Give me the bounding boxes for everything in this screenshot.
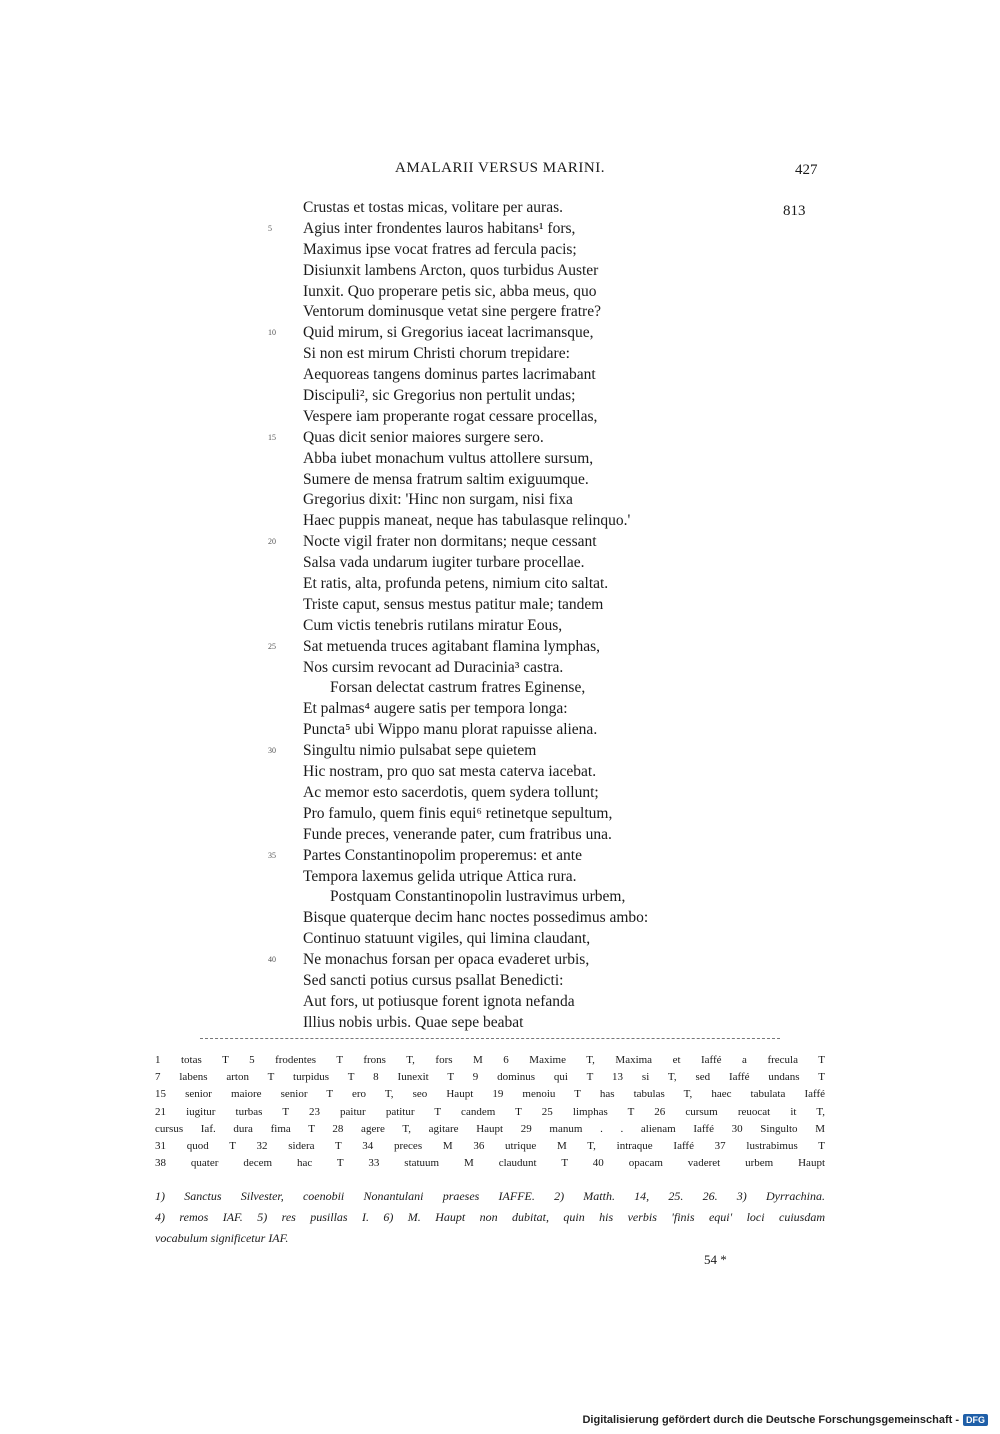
verse-text: Postquam Constantinopolin lustravimus urbem, [330, 888, 626, 906]
verse-text: Vespere iam properante rogat cessare procellas, [303, 407, 598, 425]
line-number: 5 [268, 223, 272, 233]
verse-line [0, 470, 1000, 491]
verse-line [0, 783, 1000, 804]
verse-text: Bisque quaterque decim hanc noctes possedimus ambo: [303, 909, 649, 927]
verse-text: Si non est mirum Christi chorum trepidare: [303, 345, 570, 363]
apparatus-line: 1 totas T 5 frodentes T frons T, fors M 6 Maxime T, Maxima et Iaffé a frecula T [155, 1054, 825, 1066]
line-number: 30 [268, 746, 276, 756]
verse-text: Et palmas⁴ augere satis per tempora longa: [303, 700, 568, 718]
verse-text: Cum victis tenebris rutilans miratur Eous, [303, 616, 563, 634]
verse-text: Ne monachus forsan per opaca evaderet urbis, [303, 951, 590, 969]
verse-text: Quas dicit senior maiores surgere sero. [303, 428, 544, 446]
verse-line [0, 553, 1000, 574]
verse-text: Sed sancti potius cursus psallat Benedicti: [303, 971, 564, 989]
apparatus-separator [200, 1038, 780, 1039]
verse-line [0, 407, 1000, 428]
verse-line [0, 616, 1000, 637]
verse-text: Funde preces, venerande pater, cum fratribus una. [303, 825, 612, 843]
verse-text: Ac memor esto sacerdotis, quem sydera tollunt; [303, 783, 599, 801]
dfg-logo-icon: DFG [963, 1414, 988, 1426]
verse-text: Et ratis, alta, profunda petens, nimium cito saltat. [303, 575, 609, 593]
verse-line [0, 741, 1000, 762]
verse-line [0, 449, 1000, 470]
verse-text: Maximus ipse vocat fratres ad fercula pacis; [303, 240, 577, 258]
verse-text: Aut fors, ut potiusque forent ignota nefanda [303, 992, 575, 1010]
verse-line [0, 323, 1000, 344]
line-number: 15 [268, 432, 276, 442]
line-number: 20 [268, 537, 276, 547]
verse-text: Pro famulo, quem finis equi⁶ retinetque sepultum, [303, 804, 613, 822]
verse-line [0, 386, 1000, 407]
critical-apparatus [155, 1052, 825, 1172]
verse-line [0, 282, 1000, 303]
verse-line [0, 302, 1000, 323]
verse-text: Tempora laxemus gelida utrique Attica rura. [303, 867, 577, 885]
verse-line [0, 532, 1000, 553]
verse-line [0, 595, 1000, 616]
digitization-note: Digitalisierung gefördert durch die Deutsche Forschungsgemeinschaft - [582, 1414, 959, 1426]
apparatus-line: 21 iugitur turbas T 23 paitur patitur T candem T 25 limphas T 26 cursum reuocat it T, [155, 1105, 825, 1118]
verse-line [0, 846, 1000, 867]
verse-text: Iunxit. Quo properare petis sic, abba meus, quo [303, 282, 597, 300]
verse-text: Nocte vigil frater non dormitans; neque cessant [303, 533, 597, 551]
verse-line [0, 908, 1000, 929]
verse-text: Ventorum dominusque vetat sine pergere fratre? [303, 303, 601, 321]
verse-text: Abba iubet monachum vultus attollere sursum, [303, 449, 594, 467]
verse-line [0, 344, 1000, 365]
verse-text: Singultu nimio pulsabat sepe quietem [303, 742, 537, 760]
verse-line [0, 950, 1000, 971]
verse-line [0, 261, 1000, 282]
verse-line [0, 992, 1000, 1013]
verse-line [0, 762, 1000, 783]
verse-line [0, 678, 1000, 699]
verse-line [0, 490, 1000, 511]
margin-year: 813 [783, 203, 806, 219]
verse-line [0, 428, 1000, 449]
verse-line [0, 1013, 1000, 1034]
verse-line [0, 365, 1000, 386]
verse-line [0, 720, 1000, 741]
running-head-title: AMALARII VERSUS MARINI. [395, 160, 605, 176]
verse-line [0, 699, 1000, 720]
verse-text: Aequoreas tangens dominus partes lacrimabant [303, 366, 596, 384]
verse-text: Hic nostram, pro quo sat mesta caterva iacebat. [303, 763, 597, 781]
line-number: 25 [268, 641, 276, 651]
verse-line [0, 219, 1000, 240]
verse-text: Continuo statuunt vigiles, qui limina claudant, [303, 930, 591, 948]
apparatus-line: 15 senior maiore senior T ero T, seo Haupt 19 menoiu T has tabulas T, haec tabulata Iaffé [155, 1088, 825, 1101]
verse-text: Salsa vada undarum iugiter turbare procellae. [303, 554, 585, 572]
verse-line [0, 804, 1000, 825]
footnotes [155, 1186, 825, 1249]
signature-mark: 54 * [704, 1252, 727, 1267]
line-number: 35 [268, 850, 276, 860]
apparatus-line: 38 quater decem hac T 33 statuum M claudunt T 40 opacam vaderet urbem Haupt [155, 1157, 825, 1170]
verse-text: Illius nobis urbis. Quae sepe beabat [303, 1013, 524, 1031]
verse-line [0, 637, 1000, 658]
verse-text: Nos cursim revocant ad Duracinia³ castra. [303, 658, 564, 676]
footnote-line: 1) Sanctus Silvester, coenobii Nonantulani praeses IAFFE. 2) Matth. 14, 25. 26. 3) Dyrrachina. [155, 1189, 825, 1203]
verse-text: Partes Constantinopolim properemus: et ante [303, 846, 582, 864]
apparatus-line: 7 labens arton T turpidus T 8 Iunexit T 9 dominus qui T 13 si T, sed Iaffé undans T [155, 1071, 825, 1084]
verse-text: Disiunxit lambens Arcton, quos turbidus Auster [303, 261, 599, 279]
line-number: 40 [268, 955, 276, 965]
verse-line [0, 929, 1000, 950]
verse-text: Agius inter frondentes lauros habitans¹ fors, [303, 219, 576, 237]
verse-text: Crustas et tostas micas, volitare per auras. [303, 199, 563, 216]
verse-text: Forsan delectat castrum fratres Eginense, [330, 679, 586, 697]
verse-text: Haec puppis maneat, neque has tabulasque relinquo.' [303, 512, 631, 530]
verse-text: Discipuli², sic Gregorius non pertulit undas; [303, 387, 576, 405]
verse-line [0, 240, 1000, 261]
digitization-credit[interactable] [582, 1414, 988, 1426]
verse-line [0, 825, 1000, 846]
verse-line [0, 574, 1000, 595]
footnote-line: vocabulum significetur IAF. [155, 1231, 289, 1245]
verse-text: Sumere de mensa fratrum saltim exiguumque. [303, 470, 589, 488]
verse-line [0, 658, 1000, 679]
verse-line [0, 198, 1000, 219]
verse-text: Triste caput, sensus mestus patitur male; tandem [303, 595, 604, 613]
verse-line [0, 511, 1000, 532]
verse-line [0, 887, 1000, 908]
verse-text: Quid mirum, si Gregorius iaceat lacrimansque, [303, 324, 594, 342]
poem-body [0, 198, 1000, 1034]
footnote-line: 4) remos IAF. 5) res pusillas I. 6) M. Haupt non dubitat, quin his verbis 'finis equi' loci cuiusdam [155, 1210, 825, 1224]
verse-text: Puncta⁵ ubi Wippo manu plorat rapuisse aliena. [303, 721, 598, 739]
apparatus-line: cursus Iaf. dura fima T 28 agere T, agitare Haupt 29 manum . . alienam Iaffé 30 Singulto M [155, 1122, 825, 1135]
verse-text: Sat metuenda truces agitabant flamina lymphas, [303, 637, 600, 655]
verse-line [0, 971, 1000, 992]
apparatus-line: 31 quod T 32 sidera T 34 preces M 36 utrique M T, intraque Iaffé 37 lustrabimus T [155, 1139, 825, 1152]
verse-line [0, 867, 1000, 888]
page-number: 427 [795, 162, 818, 178]
line-number: 10 [268, 328, 276, 338]
verse-text: Gregorius dixit: 'Hinc non surgam, nisi fixa [303, 491, 573, 509]
